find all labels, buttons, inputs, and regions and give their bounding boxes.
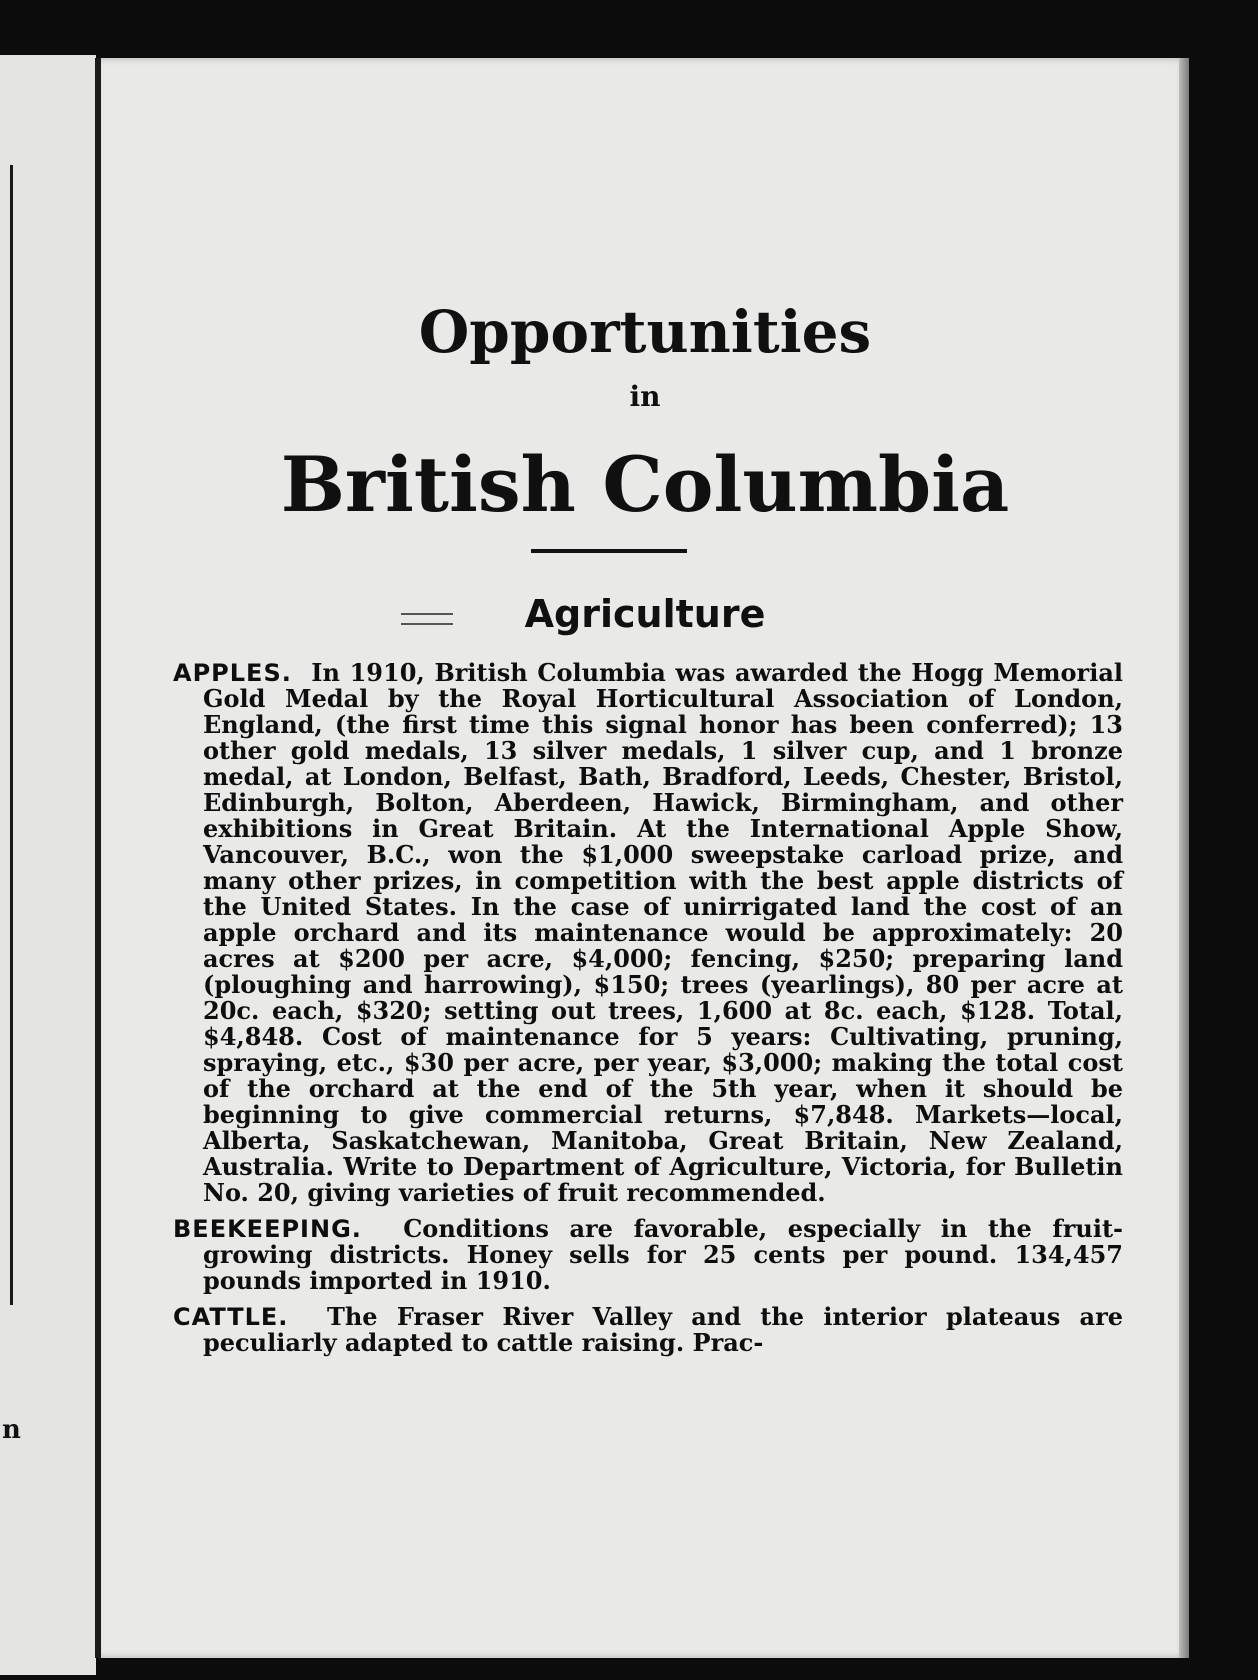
- entry-term: APPLES.: [173, 659, 292, 687]
- section-heading: Agriculture: [524, 592, 766, 636]
- article-body: [173, 660, 1123, 1366]
- title-rule: [531, 549, 687, 553]
- facing-page-text-fragment: n: [2, 1415, 21, 1445]
- title-british-columbia: British Columbia: [280, 440, 1010, 529]
- entry-term: BEEKEEPING.: [173, 1215, 362, 1243]
- entry-text: In 1910, British Columbia was awarded the Hogg Memorial Gold Medal by the Royal Horticultural Association of London, England, (the first time this signal honor has been conferred); 13 other gold medals, 13 silver medals, 1 silver cup, and 1 bronze medal, at London, Belfast, Bath, Bradford, Leeds, Chester, Bristol, Edinburgh, Bolton, Aberdeen, Hawick, Birmingham, and other exhibitions in Great Britain. At the International Apple Show, Vancouver, B.C., won the $1,000 sweepstake carload prize, and many other prizes, in competition with the best apple districts of the United States. In the case of unirrigated land the cost of an apple orchard and its maintenance would be approximately: 20 acres at $200 per acre, $4,000; fencing, $250; preparing land (ploughing and harrowing), $150; trees (yearlings), 80 per acre at 20c. each, $320; setting out trees, 1,600 at 8c. each, $128. Total, $4,848. Cost of maintenance for 5 years: Cultivating, pruning, spraying, etc., $30 per acre, per year, $3,000; making the total cost of the orchard at the end of the 5th year, when it should be beginning to give commercial returns, $7,848. Markets—local, Alberta, Saskatchewan, Manitoba, Great Britain, New Zealand, Australia. Write to Department of Agriculture, Victoria, for Bulletin No. 20, giving varieties of fruit recommended.: [203, 658, 1123, 1207]
- document-page: [101, 58, 1189, 1658]
- entry-text: Conditions are favorable, especially in the fruit-growing districts. Honey sells for 25 cents per pound. 134,457 pounds imported in 1910.: [203, 1214, 1123, 1295]
- facing-page-border: [0, 165, 13, 1305]
- facing-page: [0, 55, 96, 1675]
- title-opportunities: Opportunities: [418, 298, 872, 366]
- title-in: in: [629, 380, 661, 413]
- entry-text: The Fraser River Valley and the interior plateaus are peculiarly adapted to cattle raising. Prac-: [203, 1302, 1123, 1357]
- entry-apples: [173, 660, 1123, 1206]
- entry-beekeeping: [173, 1216, 1123, 1294]
- entry-cattle: [173, 1304, 1123, 1356]
- entry-term: CATTLE.: [173, 1303, 289, 1331]
